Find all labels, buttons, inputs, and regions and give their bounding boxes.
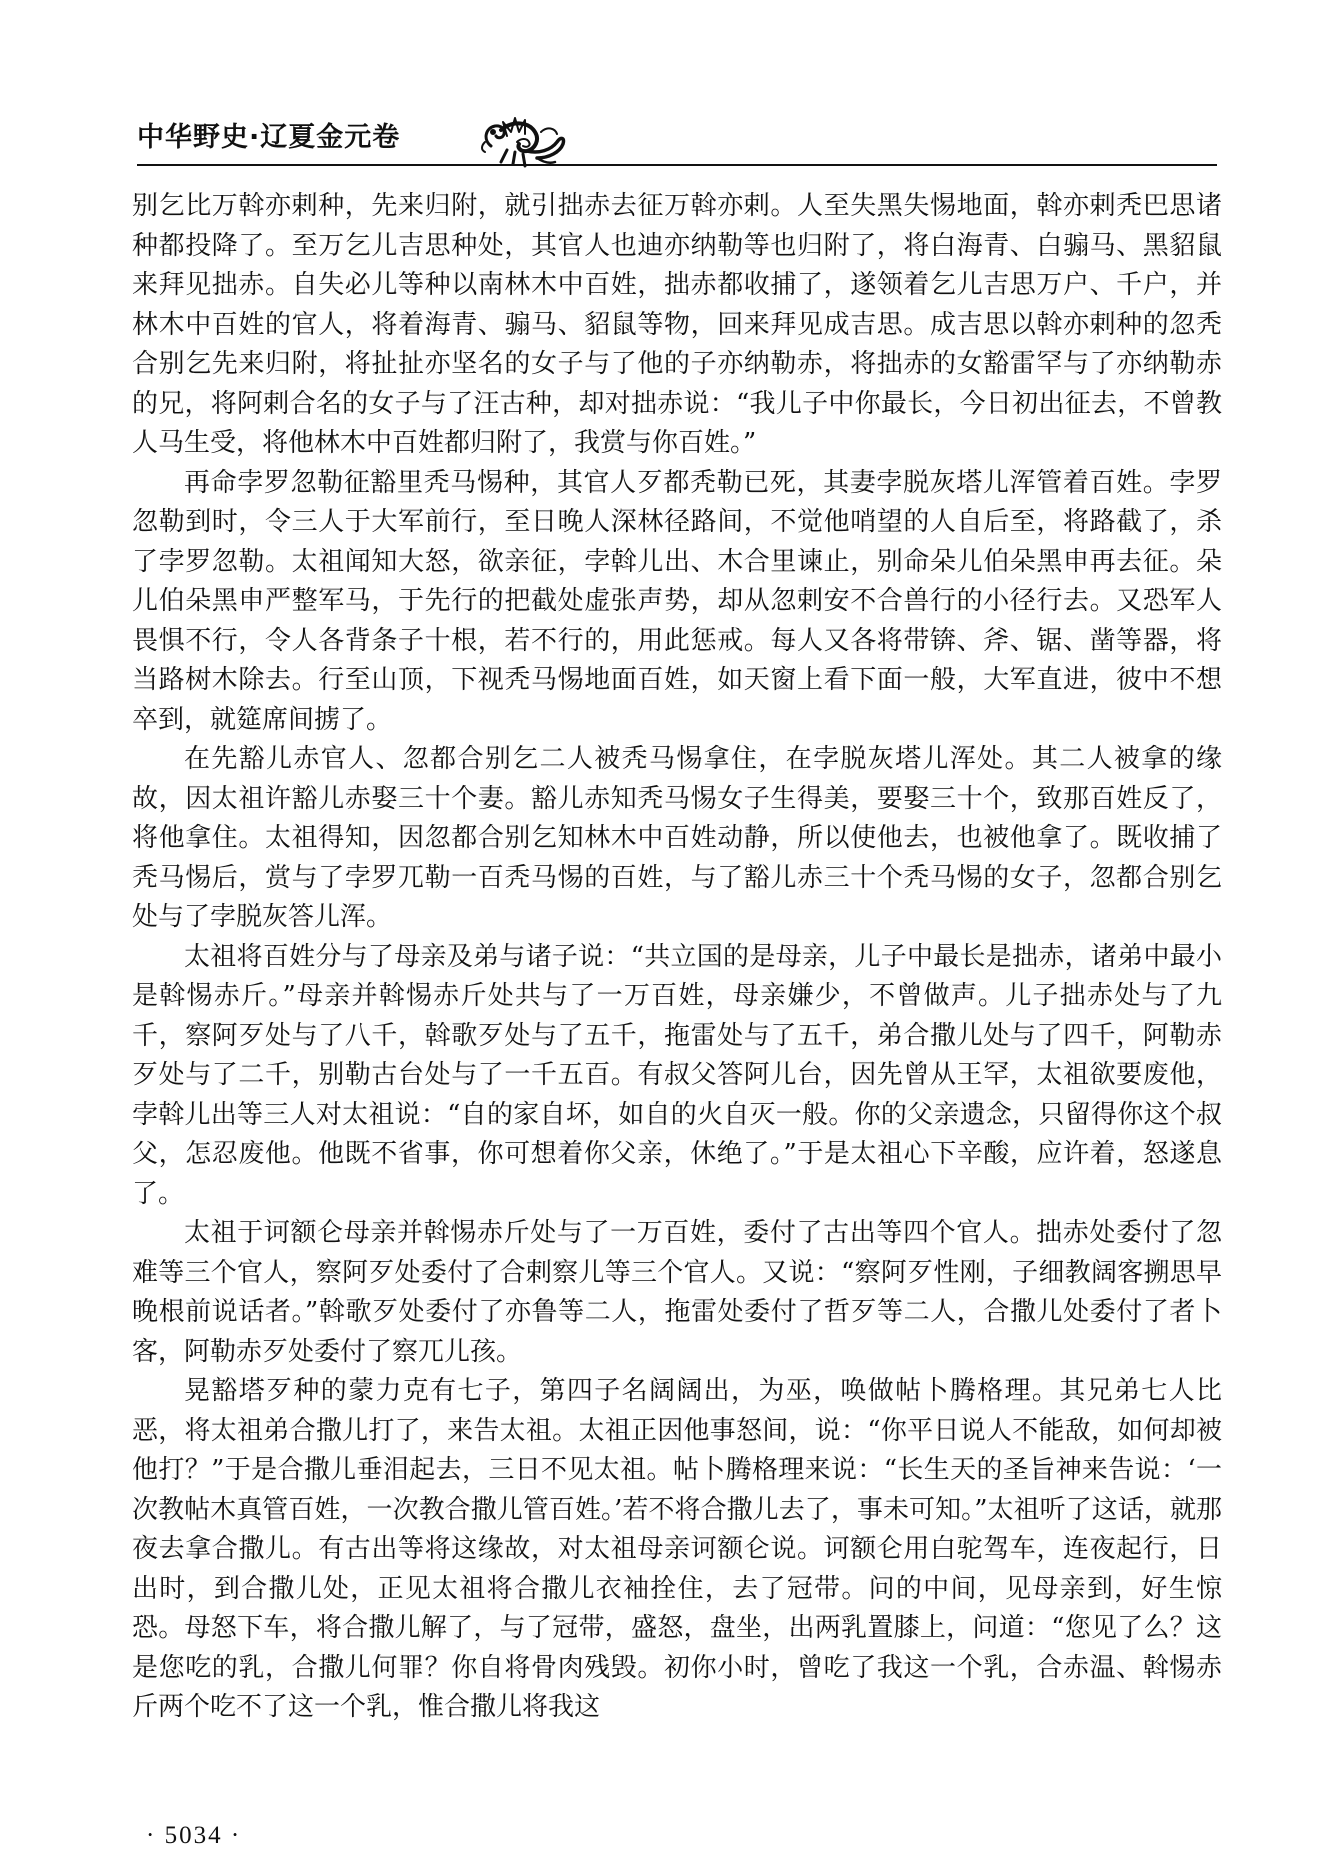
- running-header: [137, 118, 1217, 174]
- paragraph: 别乞比万斡亦剌种，先来归附，就引拙赤去征万斡亦剌。人至失黑失惕地面，斡亦剌秃巴思诸种都投降了。至万乞儿吉思种处，其官人也迪亦纳勒等也归附了，将白海青、白骟马、黑貂鼠来拜见拙赤。自失必儿等种以南林木中百姓，拙赤都收捕了，遂领着乞儿吉思万户、千户，并林木中百姓的官人，将着海青、骟马、貂鼠等物，回来拜见成吉思。成吉思以斡亦剌种的忽秃合别乞先来归附，将扯扯亦坚名的女子与了他的子亦纳勒赤，将拙赤的女豁雷罕与了亦纳勒赤的兄，将阿剌合名的女子与了汪古种，却对拙赤说：“我儿子中你最长，今日初出征去，不曾教人马生受，将他林木中百姓都归附了，我赏与你百姓。”: [132, 191, 1222, 458]
- paragraph: 在先豁儿赤官人、忽都合别乞二人被秃马惕拿住，在孛脱灰塔儿浑处。其二人被拿的缘故，因太祖许豁儿赤娶三十个妻。豁儿赤知秃马惕女子生得美，要娶三十个，致那百姓反了，将他拿住。太祖得知，因忽都合别乞知林木中百姓动静，所以使他去，也被他拿了。既收捕了秃马惕后，赏与了孛罗兀勒一百秃马惕的百姓，与了豁儿赤三十个秃马惕的女子，忽都合别乞处与了孛脱灰答儿浑。: [132, 744, 1222, 932]
- page-number: · 5034 ·: [146, 1822, 242, 1849]
- paragraph: 太祖于诃额仑母亲并斡惕赤斤处与了一万百姓，委付了古出等四个官人。拙赤处委付了忽难等三个官人，察阿歹处委付了合剌察儿等三个官人。又说：“察阿歹性刚，子细教阔客搠思早晚根前说话者。”斡歌歹处委付了亦鲁等二人，拖雷处委付了哲歹等二人，合撒儿处委付了者卜客，阿勒赤歹处委付了察兀儿孩。: [132, 1218, 1222, 1367]
- body-text: [132, 187, 1222, 1728]
- book-title: 中华野史·辽夏金元卷: [137, 122, 401, 153]
- paragraph: 晃豁塔歹种的蒙力克有七子，第四子名阔阔出，为巫，唤做帖卜腾格理。其兄弟七人比恶，将太祖弟合撒儿打了，来告太祖。太祖正因他事怒间，说：“你平日说人不能敌，如何却被他打？”于是合撒儿垂泪起去，三日不见太祖。帖卜腾格理来说：“长生天的圣旨神来告说：‘一次教帖木真管百姓，一次教合撒儿管百姓。’若不将合撒儿去了，事未可知。”太祖听了这话，就那夜去拿合撒儿。有古出等将这缘故，对太祖母亲诃额仑说。诃额仑用白驼驾车，连夜起行，日出时，到合撒儿处，正见太祖将合撒儿衣袖拴住，去了冠带。问的中间，见母亲到，好生惊恐。母怒下车，将合撒儿解了，与了冠带，盛怒，盘坐，出两乳置膝上，问道：“您见了么？这是您吃的乳，合撒儿何罪？你自将骨肉残毁。初你小时，曾吃了我这一个乳，合赤温、斡惕赤斤两个吃不了这一个乳，惟合撒儿将我这: [132, 1376, 1222, 1722]
- paragraph: 再命孛罗忽勒征豁里秃马惕种，其官人歹都秃勒已死，其妻孛脱灰塔儿浑管着百姓。孛罗忽勒到时，令三人于大军前行，至日晚人深林径路间，不觉他哨望的人自后至，将路截了，杀了孛罗忽勒。太祖闻知大怒，欲亲征，孛斡儿出、木合里谏止，别命朵儿伯朵黑申再去征。朵儿伯朵黑申严整军马，于先行的把截处虚张声势，却从忽剌安不合兽行的小径行去。又恐军人畏惧不行，令人各背条子十根，若不行的，用此惩戒。每人又各将带锛、斧、锯、凿等器，将当路树木除去。行至山顶，下视秃马惕地面百姓，如天窗上看下面一般，大军直进，彼中不想卒到，就筵席间掳了。: [132, 467, 1222, 735]
- header-divider: [137, 164, 1217, 166]
- dragon-icon: [477, 116, 569, 168]
- paragraph: 太祖将百姓分与了母亲及弟与诸子说：“共立国的是母亲，儿子中最长是拙赤，诸弟中最小是斡惕赤斤。”母亲并斡惕赤斤处共与了一万百姓，母亲嫌少，不曾做声。儿子拙赤处与了九千，察阿歹处与了八千，斡歌歹处与了五千，拖雷处与了五千，弟合撒儿处与了四千，阿勒赤歹处与了二千，别勒古台处与了一千五百。有叔父答阿儿台，因先曾从王罕，太祖欲要废他，孛斡儿出等三人对太祖说：“自的家自坏，如自的火自灭一般。你的父亲遗念，只留得你这个叔父，怎忍废他。他既不省事，你可想着你父亲，休绝了。”于是太祖心下辛酸，应许着，怒遂息了。: [132, 941, 1222, 1209]
